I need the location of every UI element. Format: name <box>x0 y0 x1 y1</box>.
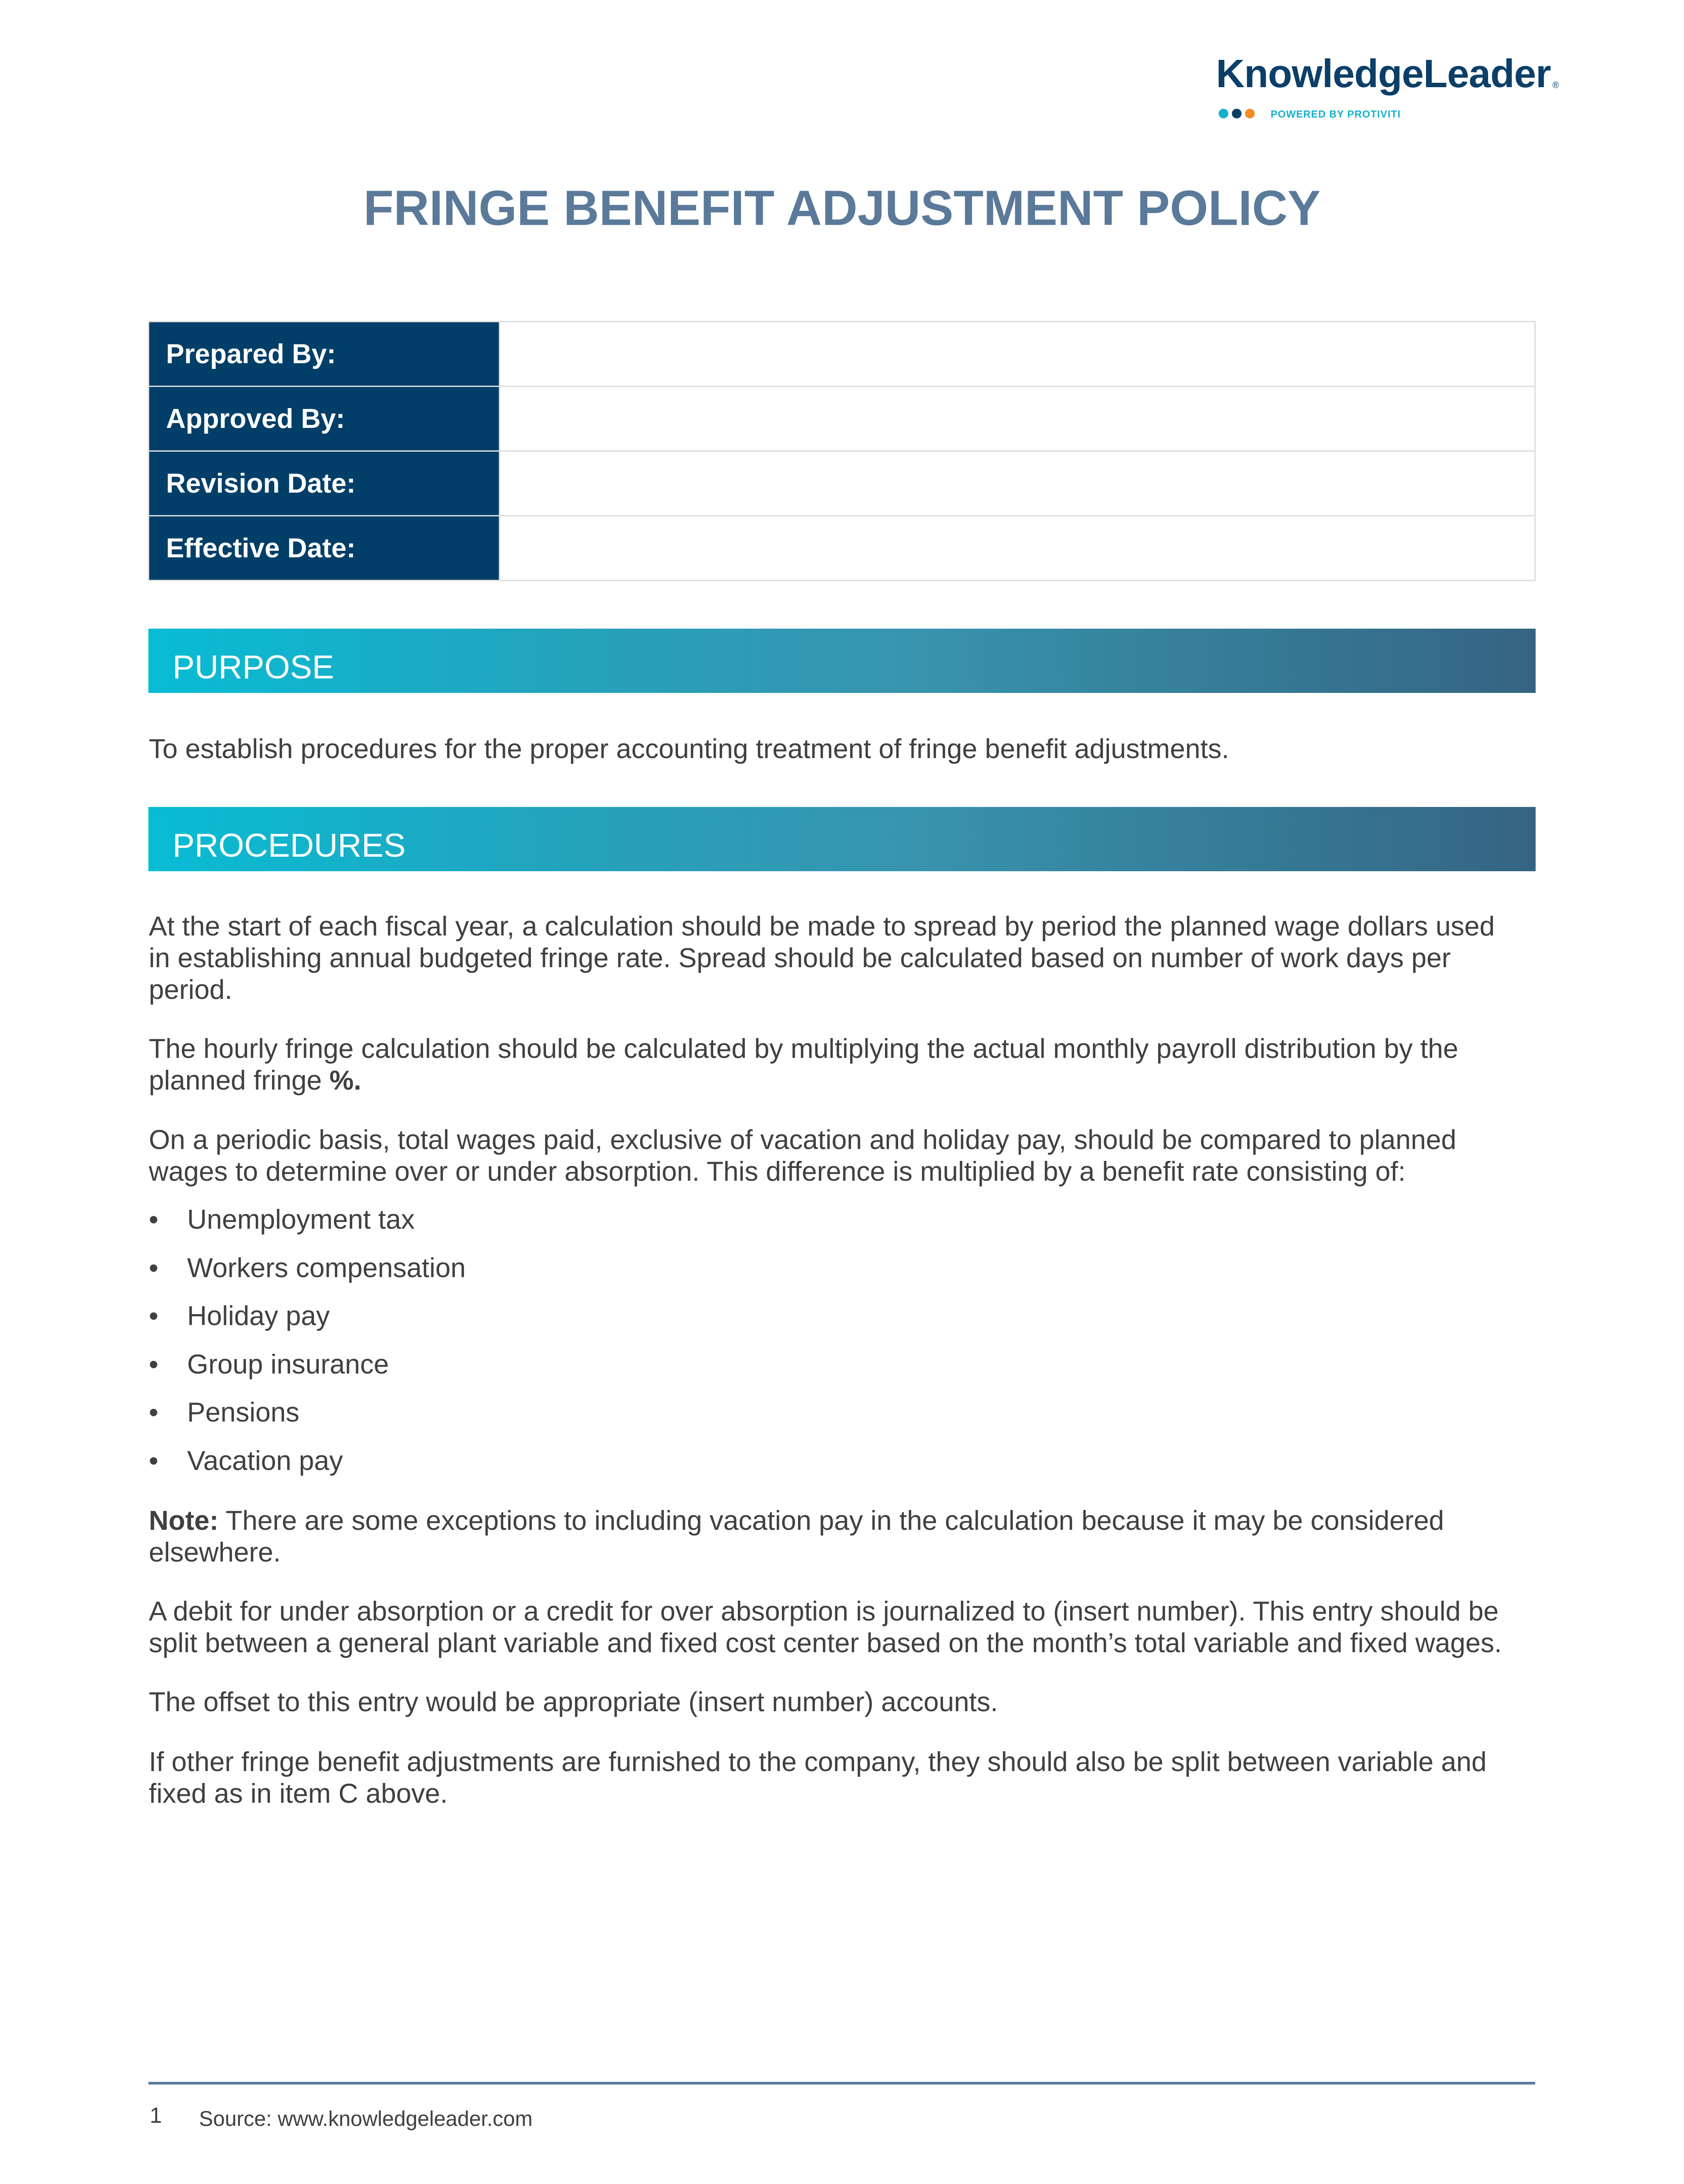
other-adjustments-paragraph <box>149 1746 1540 1810</box>
table-row-revision-date <box>149 451 1535 516</box>
list-item <box>149 1204 1536 1252</box>
note-label: Note: <box>149 1506 219 1536</box>
paragraph-line: in establishing annual budgeted fringe rate. Spread should be calculated based on number of work days per <box>149 943 1451 973</box>
bullet-icon: • <box>149 1252 158 1283</box>
paragraph-line <box>149 1505 1540 1537</box>
list-item <box>149 1252 1536 1301</box>
paragraph-line: At the start of each fiscal year, a calculation should be made to spread by period the planned wage dollars used <box>149 911 1495 942</box>
logo-dot-teal-icon <box>1219 109 1228 118</box>
paragraph-line: The hourly fringe calculation should be calculated by multiplying the actual monthly payroll distribution by the <box>149 1034 1459 1064</box>
table-row-effective-date <box>149 516 1535 581</box>
bullet-icon: • <box>149 1349 158 1380</box>
paragraph-line: The offset to this entry would be appropriate (insert number) accounts. <box>149 1687 998 1717</box>
percent-bold-text: %. <box>329 1065 361 1096</box>
procedures-section-header <box>148 807 1536 871</box>
prepared-by-field[interactable] <box>500 322 1535 387</box>
paragraph-line: On a periodic basis, total wages paid, exclusive of vacation and holiday pay, should be compared to planned <box>149 1125 1456 1155</box>
paragraph-line <box>149 1065 1540 1097</box>
footer-source-link[interactable]: Source: www.knowledgeleader.com <box>199 2107 533 2131</box>
logo-dot-navy-icon <box>1232 109 1242 118</box>
effective-date-field[interactable] <box>500 516 1535 581</box>
prepared-by-label: Prepared By: <box>149 322 500 387</box>
table-row-approved-by <box>149 387 1535 451</box>
procedures-paragraph-2 <box>149 1033 1540 1097</box>
bullet-icon: • <box>149 1204 158 1235</box>
paragraph-line: wages to determine over or under absorption. This difference is multiplied by a benefit rate consisting of: <box>149 1156 1406 1187</box>
footer-divider <box>148 2082 1535 2085</box>
procedures-heading: PROCEDURES <box>173 827 406 864</box>
list-item <box>149 1445 1536 1494</box>
document-title: FRINGE BENEFIT ADJUSTMENT POLICY <box>363 180 1321 236</box>
logo-dot-orange-icon <box>1245 109 1255 118</box>
logo-tagline: POWERED BY PROTIVITI <box>1271 108 1401 120</box>
logo-wordmark-text: KnowledgeLeader <box>1216 52 1551 96</box>
procedures-paragraph-3 <box>149 1124 1540 1188</box>
table-row-prepared-by <box>149 322 1535 387</box>
revision-date-field[interactable] <box>500 451 1535 516</box>
list-item <box>149 1349 1536 1397</box>
list-item <box>149 1300 1536 1349</box>
approved-by-field[interactable] <box>500 387 1535 451</box>
list-item-text: Holiday pay <box>187 1301 330 1332</box>
list-item <box>149 1397 1536 1445</box>
purpose-section-header <box>148 629 1536 693</box>
list-item-text: Workers compensation <box>187 1252 466 1283</box>
logo-wordmark <box>1216 52 1559 96</box>
paragraph-line: period. <box>149 975 232 1005</box>
benefit-rate-components-list <box>149 1204 1536 1494</box>
paragraph-line: split between a general plant variable and fixed cost center based on the month’s total variable and fixed wages. <box>149 1628 1502 1658</box>
bullet-icon: • <box>149 1445 158 1476</box>
paragraph-line: fixed as in item C above. <box>149 1779 448 1809</box>
purpose-heading: PURPOSE <box>173 648 334 685</box>
paragraph-line: If other fringe benefit adjustments are furnished to the company, they should also be split between variable and <box>149 1747 1487 1777</box>
document-info-table <box>148 321 1536 581</box>
procedures-paragraph-1 <box>149 911 1540 1006</box>
purpose-text <box>149 733 1540 765</box>
bullet-icon: • <box>149 1301 158 1332</box>
list-item-text: Pensions <box>187 1397 300 1428</box>
paragraph-line: A debit for under absorption or a credit for over absorption is journalized to (insert number). This entry should be <box>149 1596 1499 1627</box>
list-item-text: Group insurance <box>187 1349 389 1380</box>
page-number: 1 <box>150 2103 162 2128</box>
revision-date-label: Revision Date: <box>149 451 500 516</box>
note-paragraph <box>149 1505 1540 1569</box>
offset-paragraph <box>149 1687 1540 1718</box>
paragraph-text: planned fringe <box>149 1065 330 1096</box>
note-text: There are some exceptions to including vacation pay in the calculation because it may be considered <box>218 1506 1444 1536</box>
list-item-text: Vacation pay <box>187 1445 343 1476</box>
registered-mark: ® <box>1552 81 1559 90</box>
debit-paragraph <box>149 1596 1540 1659</box>
approved-by-label: Approved By: <box>149 387 500 451</box>
effective-date-label: Effective Date: <box>149 516 500 581</box>
bullet-icon: • <box>149 1397 158 1428</box>
purpose-line: To establish procedures for the proper accounting treatment of fringe benefit adjustments. <box>149 734 1229 764</box>
paragraph-line: elsewhere. <box>149 1537 281 1568</box>
list-item-text: Unemployment tax <box>187 1204 415 1235</box>
